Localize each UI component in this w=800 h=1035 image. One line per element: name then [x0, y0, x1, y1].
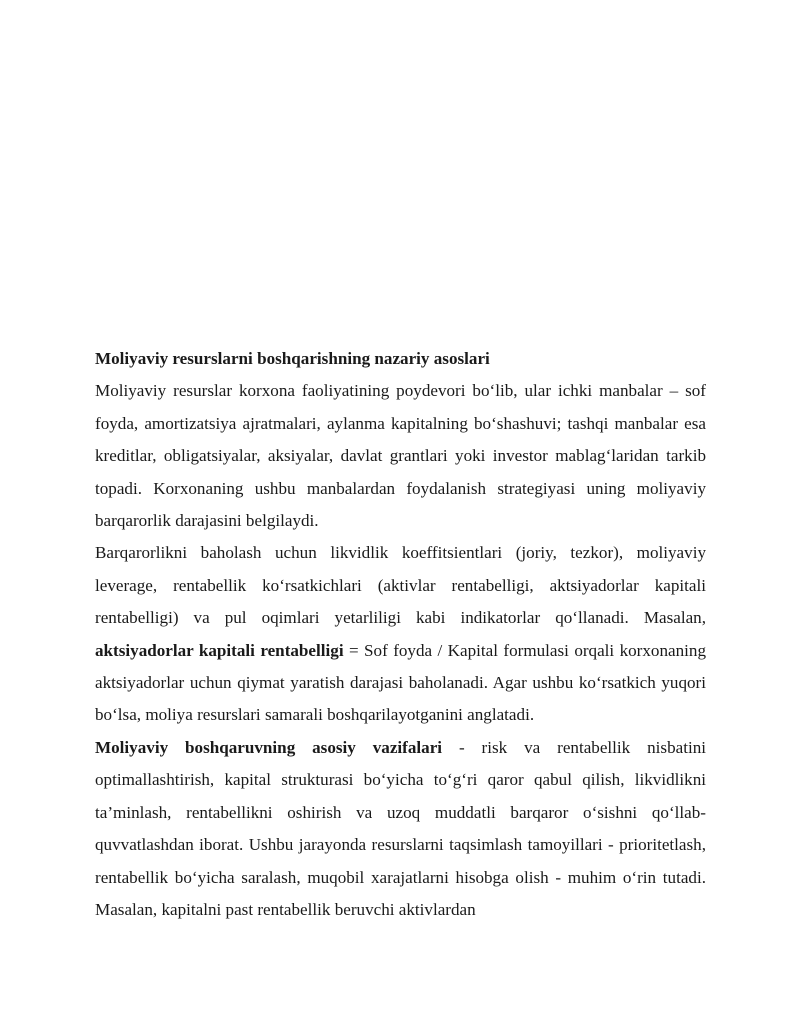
paragraph-management-tasks — [95, 732, 706, 926]
term-management-tasks: Moliyaviy boshqaruvning asosiy vazifalari — [95, 737, 443, 757]
paragraph-resources: Moliyaviy resurslar korxona faoliyatining poydevori bo‘lib, ular ichki manbalar – sof foyda, amortizatsiya ajratmalari, aylanma kapitalning bo‘shashuvi; tashqi manbalar esa kreditlar, obligatsiyalar, aksiyalar, davlat grantlari yoki investor mablag‘laridan tarkib topadi. Korxonaning ushbu manbalardan foydalanish strategiyasi uning moliyaviy barqarorlik darajasini belgilaydi. — [95, 381, 706, 531]
paragraph-stability-text-before: Barqarorlikni baholash uchun likvidlik koeffitsientlari (joriy, tezkor), moliyaviy leverage, rentabellik ko‘rsatkichlari (aktivlar rentabelligi, aktsiyadorlar kapitali rentabelligi) va pul oqimlari yetarliligi kabi indikatorlar qo‘llanadi. Masalan, — [95, 543, 706, 628]
document-body — [95, 343, 706, 926]
paragraph-stability — [95, 537, 706, 731]
paragraph-management-tasks-text: - risk va rentabellik nisbatini optimallashtirish, kapital strukturasi bo‘yicha to‘g‘ri qaror qabul qilish, likvidlikni ta’minlash, rentabellikni oshirish va uzoq muddatli barqaror o‘sishni qo‘llab-quvvatlashdan iborat. Ushbu jarayonda resurslarni taqsimlash tamoyillari - prioritetlash, rentabellik bo‘yicha saralash, muqobil xarajatlarni hisobga olish - muhim o‘rin tutadi. Masalan, kapitalni past rentabellik beruvchi aktivlardan — [95, 737, 706, 919]
term-equity-return: aktsiyadorlar kapitali rentabelligi — [95, 640, 344, 660]
paragraph-stability-text-after: = Sof foyda / Kapital formulasi orqali korxonaning aktsiyadorlar uchun qiymat yaratish darajasi baholanadi. Agar ushbu ko‘rsatkich yuqori bo‘lsa, moliya resurslari samarali boshqarilayotganini anglatadi. — [95, 640, 706, 725]
section-heading: Moliyaviy resurslarni boshqarishning nazariy asoslari — [95, 349, 490, 368]
